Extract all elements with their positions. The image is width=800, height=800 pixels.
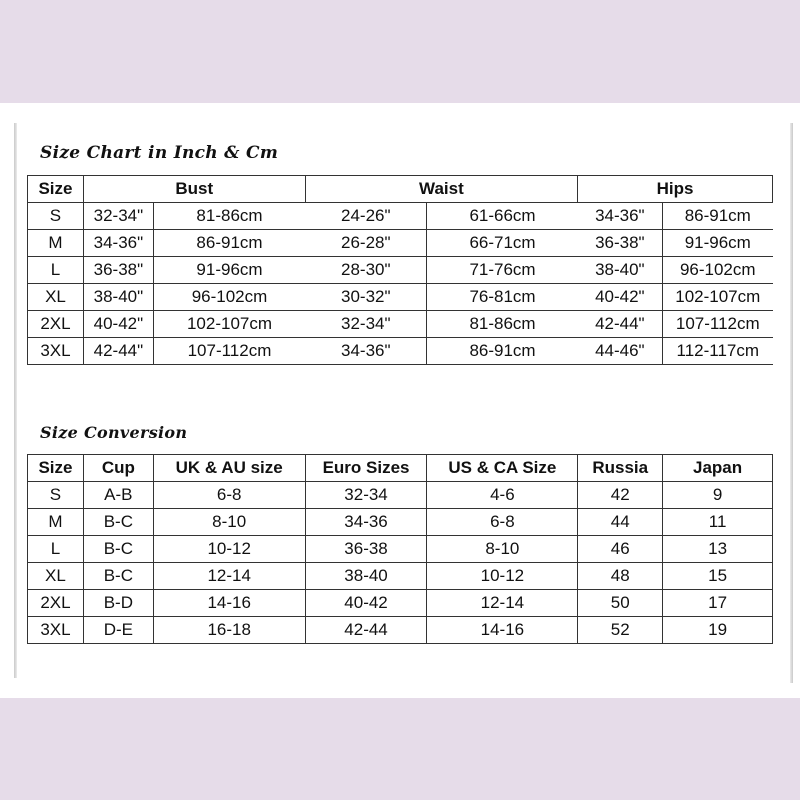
size-chart-row-cell: 40-42" xyxy=(83,311,153,338)
size-conversion-row-cell: D-E xyxy=(83,617,153,644)
size-chart-row-cell: XL xyxy=(28,284,84,311)
conv-header-euro: Euro Sizes xyxy=(305,455,427,482)
size-conversion-row xyxy=(28,590,773,617)
size-chart-row xyxy=(28,338,773,365)
size-chart-row xyxy=(28,311,773,338)
size-chart-table xyxy=(27,175,773,365)
size-chart-title: Size Chart in Inch & Cm xyxy=(40,143,279,163)
size-conversion-row-cell: 14-16 xyxy=(153,590,305,617)
size-chart-row-cell: S xyxy=(28,203,84,230)
size-conversion-row-cell: 34-36 xyxy=(305,509,427,536)
conv-header-russia: Russia xyxy=(578,455,663,482)
size-chart-row-cell: 86-91cm xyxy=(153,230,305,257)
panel-edge-left xyxy=(14,123,17,678)
size-conversion-row-cell: 19 xyxy=(663,617,773,644)
size-conversion-row-cell: 48 xyxy=(578,563,663,590)
conv-header-size: Size xyxy=(28,455,84,482)
size-conversion-row-cell: 2XL xyxy=(28,590,84,617)
header-waist: Waist xyxy=(305,176,578,203)
panel-edge-right xyxy=(790,123,793,683)
size-chart-row-cell: 91-96cm xyxy=(153,257,305,284)
header-size: Size xyxy=(28,176,84,203)
size-chart-row-cell: 81-86cm xyxy=(427,311,578,338)
size-chart-row-cell: 71-76cm xyxy=(427,257,578,284)
size-chart-row-cell: 3XL xyxy=(28,338,84,365)
size-chart-row-cell: 36-38" xyxy=(83,257,153,284)
size-conversion-row-cell: B-C xyxy=(83,563,153,590)
size-conversion-row xyxy=(28,617,773,644)
size-chart-row-cell: 91-96cm xyxy=(663,230,773,257)
size-conversion-row-cell: A-B xyxy=(83,482,153,509)
size-conversion-row-cell: L xyxy=(28,536,84,563)
size-conversion-row-cell: 12-14 xyxy=(153,563,305,590)
size-conversion-row-cell: XL xyxy=(28,563,84,590)
size-chart-row-cell: 42-44" xyxy=(83,338,153,365)
size-chart-row-cell: 42-44" xyxy=(578,311,663,338)
size-conversion-row-cell: 13 xyxy=(663,536,773,563)
size-conversion-row-cell: 11 xyxy=(663,509,773,536)
size-chart-row-cell: 34-36" xyxy=(578,203,663,230)
size-chart-row-cell: 26-28" xyxy=(305,230,427,257)
size-chart-row-cell: 44-46" xyxy=(578,338,663,365)
conv-header-cup: Cup xyxy=(83,455,153,482)
size-chart-row-cell: 102-107cm xyxy=(153,311,305,338)
size-conversion-row-cell: 8-10 xyxy=(153,509,305,536)
size-conversion-row-cell: 42-44 xyxy=(305,617,427,644)
size-chart-row-cell: M xyxy=(28,230,84,257)
size-conversion-row xyxy=(28,509,773,536)
size-chart-row-cell: 76-81cm xyxy=(427,284,578,311)
size-chart-row-cell: L xyxy=(28,257,84,284)
size-chart-row-cell: 61-66cm xyxy=(427,203,578,230)
size-chart-row-cell: 24-26" xyxy=(305,203,427,230)
header-bust: Bust xyxy=(83,176,305,203)
size-conversion-header-row xyxy=(28,455,773,482)
size-conversion-row-cell: 36-38 xyxy=(305,536,427,563)
size-chart-row-cell: 107-112cm xyxy=(663,311,773,338)
size-conversion-row xyxy=(28,536,773,563)
size-chart-row xyxy=(28,284,773,311)
conv-header-us-ca: US & CA Size xyxy=(427,455,578,482)
size-chart-row-cell: 112-117cm xyxy=(663,338,773,365)
size-chart-row-cell: 32-34" xyxy=(305,311,427,338)
conv-header-japan: Japan xyxy=(663,455,773,482)
size-conversion-row-cell: 8-10 xyxy=(427,536,578,563)
size-conversion-row-cell: 52 xyxy=(578,617,663,644)
size-chart-row xyxy=(28,203,773,230)
size-chart-row-cell: 30-32" xyxy=(305,284,427,311)
size-chart-row-cell: 96-102cm xyxy=(663,257,773,284)
size-conversion-row-cell: B-C xyxy=(83,536,153,563)
conv-header-uk-au: UK & AU size xyxy=(153,455,305,482)
size-conversion-row-cell: 15 xyxy=(663,563,773,590)
size-conversion-row xyxy=(28,563,773,590)
size-conversion-row-cell: 50 xyxy=(578,590,663,617)
size-conversion-row-cell: 6-8 xyxy=(427,509,578,536)
header-hips: Hips xyxy=(578,176,773,203)
size-chart-row-cell: 102-107cm xyxy=(663,284,773,311)
size-conversion-row-cell: 32-34 xyxy=(305,482,427,509)
size-conversion-row-cell: 12-14 xyxy=(427,590,578,617)
size-conversion-row-cell: 38-40 xyxy=(305,563,427,590)
size-chart-row-cell: 38-40" xyxy=(578,257,663,284)
size-chart-row-cell: 34-36" xyxy=(305,338,427,365)
size-conversion-row-cell: 3XL xyxy=(28,617,84,644)
size-chart-row-cell: 34-36" xyxy=(83,230,153,257)
size-conversion-row xyxy=(28,482,773,509)
size-chart-row-cell: 40-42" xyxy=(578,284,663,311)
size-conversion-row-cell: 16-18 xyxy=(153,617,305,644)
size-chart-row-cell: 36-38" xyxy=(578,230,663,257)
size-conversion-row-cell: 10-12 xyxy=(427,563,578,590)
size-conversion-row-cell: 14-16 xyxy=(427,617,578,644)
size-chart-panel xyxy=(0,103,800,698)
size-conversion-row-cell: 6-8 xyxy=(153,482,305,509)
size-conversion-row-cell: 46 xyxy=(578,536,663,563)
size-chart-row-cell: 28-30" xyxy=(305,257,427,284)
size-chart-row-cell: 107-112cm xyxy=(153,338,305,365)
size-chart-header-row xyxy=(28,176,773,203)
size-chart-row-cell: 86-91cm xyxy=(427,338,578,365)
size-conversion-row-cell: 10-12 xyxy=(153,536,305,563)
size-chart-row-cell: 86-91cm xyxy=(663,203,773,230)
size-conversion-row-cell: S xyxy=(28,482,84,509)
size-conversion-row-cell: 9 xyxy=(663,482,773,509)
size-chart-row-cell: 2XL xyxy=(28,311,84,338)
size-conversion-row-cell: 42 xyxy=(578,482,663,509)
size-chart-row xyxy=(28,230,773,257)
size-chart-row-cell: 66-71cm xyxy=(427,230,578,257)
size-chart-row-cell: 81-86cm xyxy=(153,203,305,230)
size-conversion-row-cell: M xyxy=(28,509,84,536)
size-conversion-row-cell: B-C xyxy=(83,509,153,536)
size-chart-row xyxy=(28,257,773,284)
size-conversion-row-cell: 17 xyxy=(663,590,773,617)
size-chart-row-cell: 32-34" xyxy=(83,203,153,230)
size-chart-row-cell: 38-40" xyxy=(83,284,153,311)
size-conversion-row-cell: 44 xyxy=(578,509,663,536)
size-conversion-row-cell: 40-42 xyxy=(305,590,427,617)
size-conversion-row-cell: 4-6 xyxy=(427,482,578,509)
size-conversion-table xyxy=(27,454,773,644)
size-conversion-row-cell: B-D xyxy=(83,590,153,617)
size-chart-row-cell: 96-102cm xyxy=(153,284,305,311)
size-conversion-title: Size Conversion xyxy=(40,423,188,442)
